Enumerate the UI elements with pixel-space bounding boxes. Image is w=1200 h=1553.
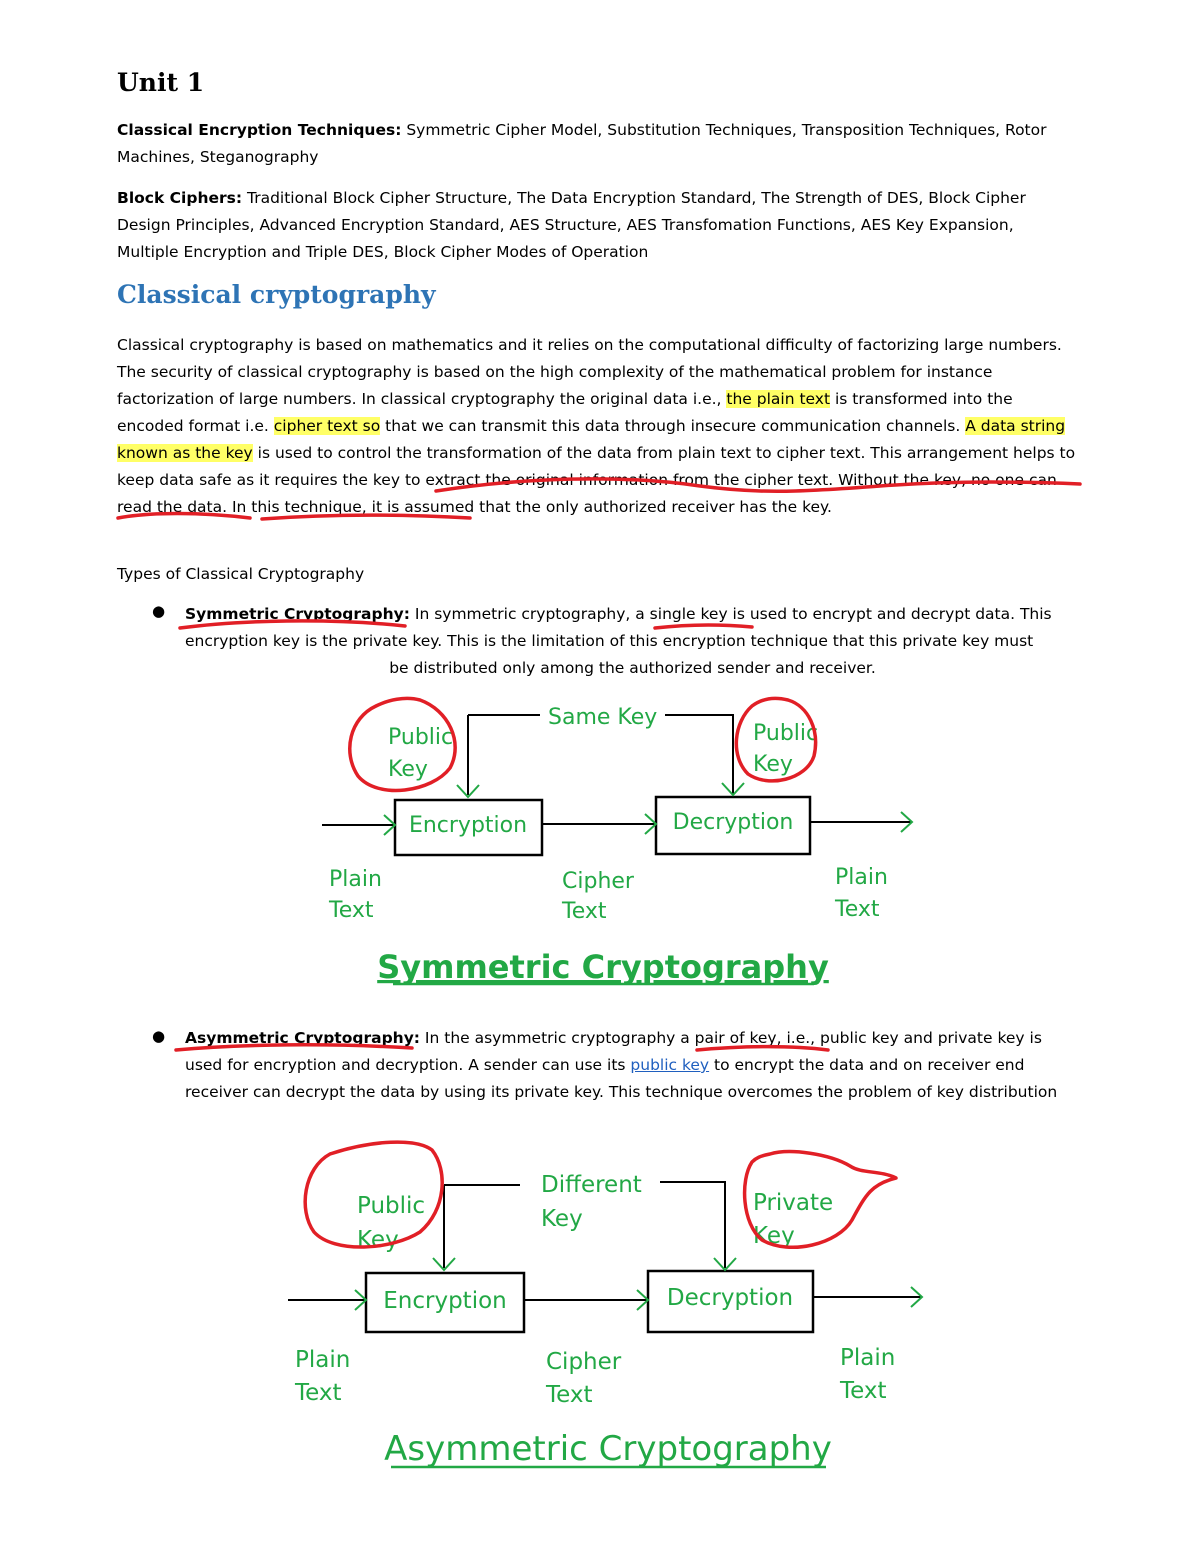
asym-plain-left-2: Text <box>295 1380 342 1406</box>
ink-underline-pair-of-key <box>697 1047 828 1050</box>
symmetric-text: In symmetric cryptography, a single key is used to encrypt and decrypt data. This encryption key is the private key. This is the limitation of this encryption technique that this private key must <box>185 605 1052 650</box>
sym-plain-left-2: Text <box>329 898 374 923</box>
symmetric-last-line: be distributed only among the authorized sender and receiver. <box>389 659 876 677</box>
asym-plain-left-1: Plain <box>295 1347 351 1373</box>
intro-text-4: is used to control the transformation of the data from plain text to cipher text. This arrangement helps to keep data safe as it requires the key to extract the original information from the cipher text. Without the key, no one can read the data. In this technique, it is assumed that the only authorized receiver has the key. <box>117 444 1076 516</box>
asym-different-2: Key <box>541 1206 583 1232</box>
asym-caption: Asymmetric Cryptography <box>384 1429 832 1469</box>
asymmetric-text-1: In the asymmetric cryptography a pair of key, i.e., public key and private key is used for encryption and decryption. A sender can use its <box>185 1029 1042 1074</box>
ink-underline-asymmetric <box>176 1045 412 1050</box>
sym-cipher-2: Text <box>562 899 607 924</box>
ink-underline-single-key <box>655 625 752 628</box>
sym-plain-left-1: Plain <box>329 867 382 892</box>
asym-plain-right-1: Plain <box>840 1345 896 1371</box>
sym-right-key-2: Key <box>753 752 793 777</box>
asym-decryption-label: Decryption <box>666 1285 794 1311</box>
asym-left-key-1: Public <box>357 1193 426 1219</box>
sym-caption: Symmetric Cryptography <box>377 948 829 986</box>
highlight-plain-text: the plain text <box>726 390 831 408</box>
sym-decryption-label: Decryption <box>672 810 794 835</box>
intro-text-1: Classical cryptography is based on mathematics and it relies on the computational difficulty of factorizing large numbers. The security of classical cryptography is based on the high complexity of the mathematical problem for instance factorization of large numbers. In classical cryptography the original data i.e., <box>117 336 1062 408</box>
unit-title: Unit 1 <box>117 68 205 97</box>
bullet-symmetric: ● <box>152 602 166 620</box>
public-key-link[interactable]: public key <box>630 1056 710 1074</box>
ink-underline-without-key <box>118 514 250 519</box>
sym-left-key-2: Key <box>388 757 428 782</box>
asym-left-key-2: Key <box>357 1227 399 1253</box>
symmetric-label: Symmetric Cryptography: <box>185 605 410 623</box>
bullet-asymmetric: ● <box>152 1027 166 1045</box>
section-heading: Classical cryptography <box>117 280 436 309</box>
syllabus-classical-text: Symmetric Cipher Model, Substitution Techniques, Transposition Techniques, Rotor Machines, Steganography <box>117 121 1047 166</box>
sym-right-key-1: Public <box>753 721 819 746</box>
asym-encryption-label: Encryption <box>383 1288 507 1314</box>
highlight-cipher-text: cipher text so <box>273 417 381 435</box>
asym-cipher-2: Text <box>546 1382 593 1408</box>
ink-underline-symmetric <box>180 621 405 628</box>
syllabus-block-heading: Block Ciphers: <box>117 189 243 207</box>
asymmetric-text-2: to encrypt the data and on receiver end receiver can decrypt the data by using its private key. This technique overcomes the problem of key distribution <box>185 1056 1058 1101</box>
sym-plain-right-2: Text <box>835 897 880 922</box>
sym-left-key-1: Public <box>388 725 454 750</box>
sym-encryption-label: Encryption <box>408 813 528 838</box>
asym-cipher-1: Cipher <box>546 1349 622 1375</box>
ink-underline-requires-key <box>436 479 1080 491</box>
intro-text-3: that we can transmit this data through insecure communication channels. <box>380 417 966 435</box>
ink-underline-no-one <box>262 515 470 519</box>
syllabus-block-text: Traditional Block Cipher Structure, The Data Encryption Standard, The Strength of DES, Block Cipher Design Principles, Advanced Encryption Standard, AES Structure, AES Transfomation Functions, AES Key Expansion, Multiple Encryption and Triple DES, Block Cipher Modes of Operation <box>117 189 1026 261</box>
asym-right-key-2: Key <box>753 1223 795 1249</box>
asym-plain-right-2: Text <box>840 1378 887 1404</box>
sym-cipher-1: Cipher <box>562 869 634 894</box>
sym-plain-right-1: Plain <box>835 865 888 890</box>
asym-right-key-1: Private <box>753 1190 834 1216</box>
types-heading: Types of Classical Cryptography <box>117 565 365 583</box>
syllabus-classical-heading: Classical Encryption Techniques: <box>117 121 402 139</box>
asym-different-1: Different <box>541 1172 642 1198</box>
highlight-key-definition: A data string known as the key <box>117 417 1066 462</box>
asymmetric-label: Asymmetric Cryptography: <box>185 1029 420 1047</box>
intro-text-2: is transformed into the encoded format i.e. <box>117 390 1013 435</box>
sym-same-key-label: Same Key <box>548 705 658 730</box>
